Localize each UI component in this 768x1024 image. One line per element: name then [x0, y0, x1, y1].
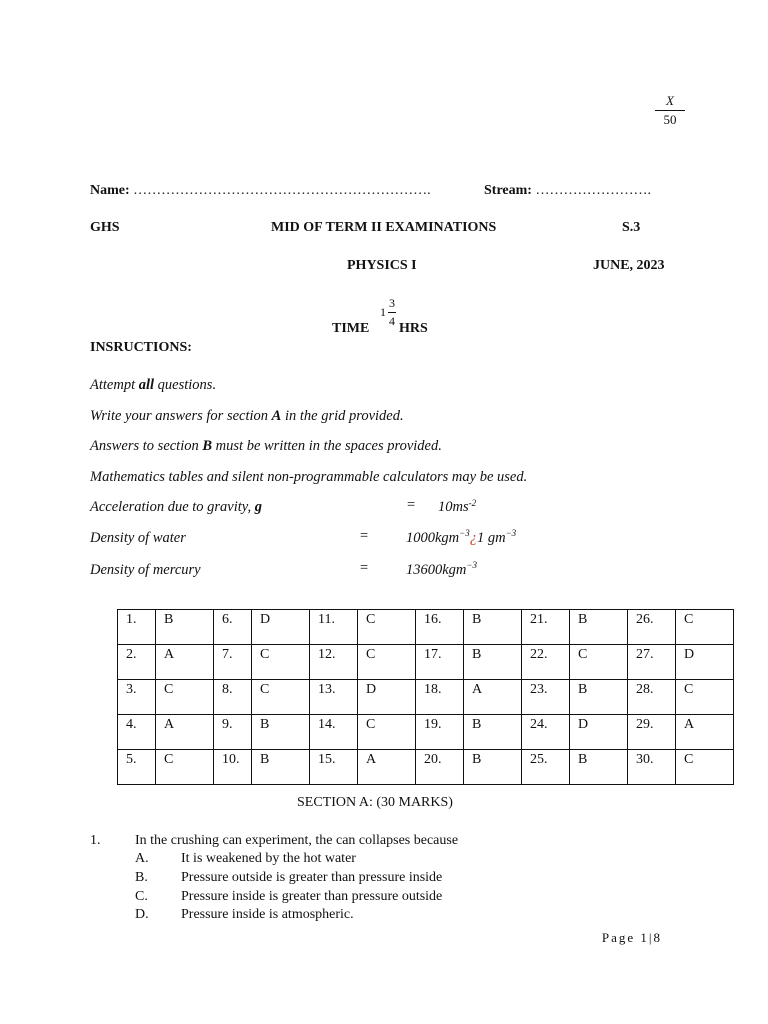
fraction-bar — [655, 110, 685, 111]
constant-water-label: Density of water — [90, 530, 186, 546]
constant-gravity-equals: = — [407, 497, 416, 513]
grid-answer[interactable]: C — [156, 680, 214, 715]
option-c-text: Pressure inside is greater than pressure outside — [181, 889, 443, 904]
name-label: Name: — [90, 183, 130, 198]
grid-question-number: 17. — [416, 645, 464, 680]
grid-answer[interactable]: A — [676, 715, 734, 750]
grid-question-number: 25. — [522, 750, 570, 785]
time-denominator: 4 — [389, 314, 395, 328]
instruction-attempt-all: Attempt all questions. — [90, 377, 217, 393]
option-b-text: Pressure outside is greater than pressure inside — [181, 870, 443, 885]
constant-gravity-value: $10ms^{-2}$ — [438, 498, 477, 515]
option-d-letter: D. — [135, 907, 149, 922]
grid-question-number: 21. — [522, 610, 570, 645]
question-stem: In the crushing can experiment, the can collapses because — [135, 833, 459, 848]
grid-question-number: 9. — [214, 715, 252, 750]
stream-field[interactable] — [484, 183, 651, 199]
name-field[interactable] — [90, 183, 431, 199]
option-a-letter: A. — [135, 851, 149, 866]
grid-answer[interactable]: D — [676, 645, 734, 680]
exam-title: MID OF TERM II EXAMINATIONS — [271, 220, 497, 235]
question-number: 1. — [90, 833, 101, 848]
table-row — [118, 750, 734, 785]
table-row — [118, 645, 734, 680]
grid-answer[interactable]: B — [464, 610, 522, 645]
constant-water-value: 1000kgm$^{-3}$¿1 $gm^{-3}$ — [406, 528, 517, 546]
table-row — [118, 680, 734, 715]
grid-question-number: 10. — [214, 750, 252, 785]
grid-answer[interactable]: B — [464, 750, 522, 785]
grid-answer[interactable]: C — [676, 750, 734, 785]
grid-question-number: 24. — [522, 715, 570, 750]
grid-question-number: 26. — [628, 610, 676, 645]
grid-question-number: 7. — [214, 645, 252, 680]
instruction-calculators: Mathematics tables and silent non-programmable calculators may be used. — [90, 469, 528, 485]
score-fraction — [655, 93, 685, 128]
grid-question-number: 2. — [118, 645, 156, 680]
grid-answer[interactable]: D — [570, 715, 628, 750]
constant-mercury-equals: = — [360, 560, 369, 576]
grid-answer[interactable]: C — [358, 645, 416, 680]
grid-question-number: 28. — [628, 680, 676, 715]
class-label: S.3 — [622, 220, 641, 235]
option-d-text: Pressure inside is atmospheric. — [181, 907, 354, 922]
name-dots: ………………………………………………………. — [133, 183, 431, 198]
grid-question-number: 15. — [310, 750, 358, 785]
grid-answer[interactable]: B — [570, 610, 628, 645]
grid-question-number: 23. — [522, 680, 570, 715]
grid-question-number: 13. — [310, 680, 358, 715]
instruction-section-a: Write your answers for section A in the grid provided. — [90, 408, 404, 424]
constant-mercury-label: Density of mercury — [90, 562, 201, 578]
grid-question-number: 4. — [118, 715, 156, 750]
grid-question-number: 12. — [310, 645, 358, 680]
score-denominator: 50 — [663, 112, 677, 127]
table-row — [118, 715, 734, 750]
grid-question-number: 16. — [416, 610, 464, 645]
grid-answer[interactable]: B — [570, 680, 628, 715]
grid-question-number: 22. — [522, 645, 570, 680]
grid-question-number: 6. — [214, 610, 252, 645]
grid-answer[interactable]: D — [252, 610, 310, 645]
grid-answer[interactable]: B — [156, 610, 214, 645]
grid-question-number: 3. — [118, 680, 156, 715]
stream-dots: ……………………. — [535, 183, 651, 198]
time-fraction — [388, 296, 396, 329]
answer-grid — [117, 609, 734, 785]
time-fraction-bar — [388, 312, 396, 313]
instructions-heading: INSRUCTIONS: — [90, 340, 192, 355]
score-numerator: X — [666, 93, 674, 108]
grid-answer[interactable]: A — [358, 750, 416, 785]
grid-question-number: 5. — [118, 750, 156, 785]
option-c-letter: C. — [135, 889, 148, 904]
school-name: GHS — [90, 220, 120, 235]
constant-mercury-value: 13600kgm$^{-3}$ — [406, 560, 477, 578]
grid-answer[interactable]: C — [358, 715, 416, 750]
grid-answer[interactable]: A — [156, 645, 214, 680]
grid-question-number: 14. — [310, 715, 358, 750]
grid-answer[interactable]: B — [252, 715, 310, 750]
grid-answer[interactable]: B — [464, 645, 522, 680]
grid-question-number: 1. — [118, 610, 156, 645]
grid-answer[interactable]: C — [676, 610, 734, 645]
grid-answer[interactable]: C — [252, 645, 310, 680]
time-unit: HRS — [399, 321, 428, 336]
grid-answer[interactable]: B — [252, 750, 310, 785]
option-b-letter: B. — [135, 870, 148, 885]
grid-answer[interactable]: C — [358, 610, 416, 645]
grid-answer[interactable]: C — [252, 680, 310, 715]
grid-question-number: 20. — [416, 750, 464, 785]
grid-question-number: 18. — [416, 680, 464, 715]
grid-question-number: 19. — [416, 715, 464, 750]
instruction-section-b: Answers to section B must be written in the spaces provided. — [90, 438, 442, 454]
grid-answer[interactable]: C — [676, 680, 734, 715]
grid-question-number: 11. — [310, 610, 358, 645]
grid-answer[interactable]: D — [358, 680, 416, 715]
stream-label: Stream: — [484, 183, 532, 198]
page-number: Page 1|8 — [601, 930, 662, 945]
grid-answer[interactable]: B — [570, 750, 628, 785]
time-label: TIME — [332, 321, 370, 336]
grid-question-number: 27. — [628, 645, 676, 680]
constant-water-equals: = — [360, 528, 369, 544]
grid-question-number: 29. — [628, 715, 676, 750]
time-whole: 1 — [380, 305, 386, 319]
grid-question-number: 8. — [214, 680, 252, 715]
subject-title: PHYSICS I — [347, 258, 417, 273]
grid-answer[interactable]: C — [156, 750, 214, 785]
exam-date: JUNE, 2023 — [593, 258, 665, 273]
grid-answer[interactable]: A — [464, 680, 522, 715]
constant-gravity-label: Acceleration due to gravity, g — [90, 499, 262, 515]
grid-question-number: 30. — [628, 750, 676, 785]
option-a-text: It is weakened by the hot water — [181, 851, 356, 866]
grid-answer[interactable]: B — [464, 715, 522, 750]
grid-answer[interactable]: A — [156, 715, 214, 750]
time-numerator: 3 — [389, 296, 395, 310]
grid-answer[interactable]: C — [570, 645, 628, 680]
table-row — [118, 610, 734, 645]
section-a-title: SECTION A: (30 MARKS) — [297, 795, 453, 810]
